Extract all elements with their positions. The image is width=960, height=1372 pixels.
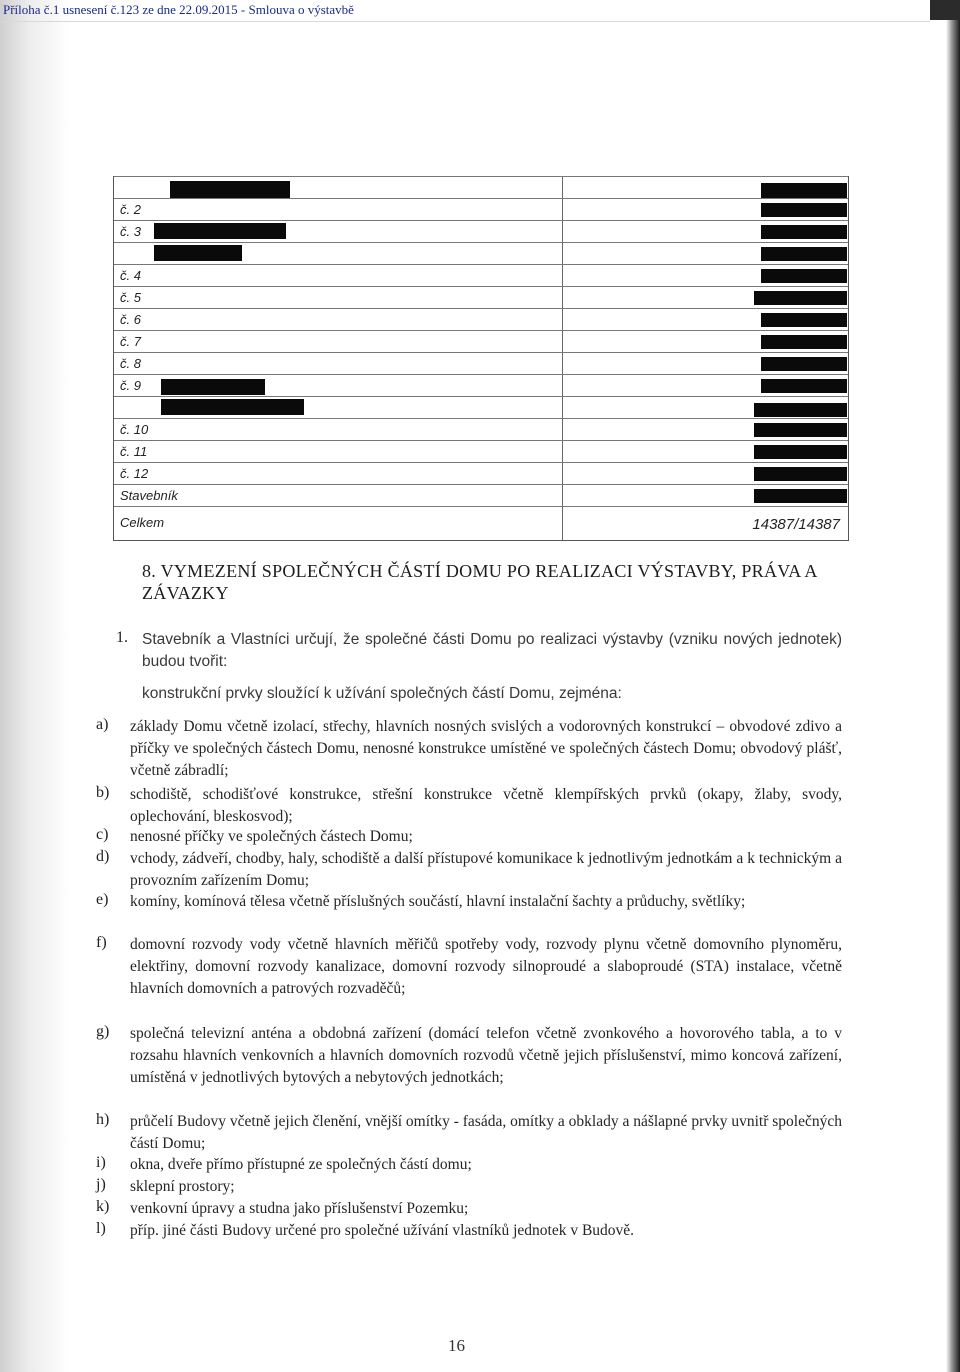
table-row bbox=[114, 440, 848, 463]
table-row bbox=[114, 308, 848, 331]
row-label: č. 2 bbox=[120, 202, 141, 217]
list-item: komíny, komínová tělesa včetně příslušných součástí, hlavní instalační šachty a průduchy, světlíky; bbox=[130, 893, 746, 910]
redaction-bar bbox=[761, 247, 847, 261]
item-marker: k) bbox=[96, 1198, 110, 1215]
table-row bbox=[114, 198, 848, 221]
redaction-bar bbox=[761, 313, 847, 327]
table-row bbox=[114, 484, 848, 507]
row-label: č. 4 bbox=[120, 268, 141, 283]
table-row bbox=[114, 176, 848, 199]
item-marker: i) bbox=[96, 1154, 106, 1171]
scan-shadow-left bbox=[0, 0, 70, 1372]
row-label: č. 6 bbox=[120, 312, 141, 327]
item-marker: b) bbox=[96, 784, 110, 801]
item-marker: c) bbox=[96, 826, 109, 843]
table-row bbox=[114, 330, 848, 353]
table-row bbox=[114, 286, 848, 309]
list-item: průčelí Budovy včetně jejich členění, vnější omítky - fasáda, omítky a obklady a nášlapné prvky uvnitř společných částí Domu; bbox=[130, 1113, 842, 1152]
item-marker: h) bbox=[96, 1111, 110, 1128]
row-label: č. 7 bbox=[120, 334, 141, 349]
row-label: Celkem bbox=[120, 515, 165, 530]
redaction-bar bbox=[754, 403, 847, 417]
redaction-bar bbox=[761, 379, 847, 393]
list-item: společná televizní anténa a obdobná zařízení (domácí telefon včetně zvonkového a hovorového tabla, a to v rozsahu hlavních venkovních a hlavních domovních rozvodů včetně jejich příslušenství, mimo koncová zařízení, umístěná v jednotlivých bytových a nebytových jednotkách; bbox=[130, 1025, 842, 1086]
item-marker: f) bbox=[96, 934, 107, 951]
row-label: č. 5 bbox=[120, 290, 141, 305]
row-label: č. 8 bbox=[120, 356, 141, 371]
redaction-bar bbox=[761, 269, 847, 283]
redaction-bar bbox=[161, 399, 304, 415]
row-label: Stavebník bbox=[120, 488, 178, 503]
item-marker: j) bbox=[96, 1176, 106, 1193]
redaction-bar bbox=[170, 181, 290, 199]
table-row bbox=[114, 374, 848, 397]
redaction-bar bbox=[754, 489, 847, 503]
redaction-bar bbox=[161, 379, 265, 395]
table-row bbox=[114, 418, 848, 441]
ownership-table bbox=[113, 176, 849, 541]
redaction-bar bbox=[154, 223, 286, 239]
redaction-bar bbox=[761, 203, 847, 217]
list-item: venkovní úpravy a studna jako příslušenství Pozemku; bbox=[130, 1200, 469, 1217]
scan-shadow-right bbox=[946, 20, 960, 1372]
clause-number: 1. bbox=[116, 629, 128, 646]
list-item: základy Domu včetně izolací, střechy, hlavních nosných svislých a vodorovných konstrukcí – obvodové zdivo a příčky ve společných částech Domu, nenosné konstrukce umístěné ve společných částech Domu; obvodový plášť, včetně zábradlí; bbox=[130, 718, 842, 779]
attachment-header: Příloha č.1 usnesení č.123 ze dne 22.09.2015 - Smlouva o výstavbě bbox=[3, 2, 354, 17]
page-number: 16 bbox=[448, 1336, 465, 1355]
row-label: č. 3 bbox=[120, 224, 141, 239]
table-row bbox=[114, 242, 848, 265]
item-marker: e) bbox=[96, 891, 109, 908]
table-row bbox=[114, 396, 848, 419]
table-row bbox=[114, 220, 848, 243]
list-item: domovní rozvody vody včetně hlavních měřičů spotřeby vody, rozvody plynu včetně domovního plynoměru, elektřiny, domovní rozvody kanalizace, domovní rozvody silnoproudé a slaboproudé (STA) instalace, včetně hlavních domovních a patrových rozvaděčů; bbox=[130, 936, 842, 997]
clause-intro: konstrukční prvky sloužící k užívání společných částí Domu, zejména: bbox=[142, 685, 622, 702]
list-item: vchody, zádveří, chodby, haly, schodiště a další přístupové komunikace k jednotlivým jednotkám a k technickým a provozním zařízením Domu; bbox=[130, 850, 842, 889]
table-row bbox=[114, 352, 848, 375]
redaction-bar bbox=[754, 291, 847, 305]
redaction-bar bbox=[754, 445, 847, 459]
list-item: příp. jiné části Budovy určené pro společné užívání vlastníků jednotek v Budově. bbox=[130, 1222, 635, 1239]
list-item: nenosné příčky ve společných částech Domu; bbox=[130, 828, 413, 845]
section-heading: 8. VYMEZENÍ SPOLEČNÝCH ČÁSTÍ DOMU PO REALIZACI VÝSTAVBY, PRÁVA A ZÁVAZKY bbox=[142, 561, 817, 603]
scan-corner bbox=[930, 0, 960, 20]
table-total-value: 14387/14387 bbox=[752, 516, 840, 533]
list-item: sklepní prostory; bbox=[130, 1178, 235, 1195]
redaction-bar bbox=[754, 423, 847, 437]
row-label: č. 11 bbox=[120, 444, 148, 459]
redaction-bar bbox=[754, 467, 847, 481]
redaction-bar bbox=[761, 225, 847, 239]
row-label: č. 12 bbox=[120, 466, 149, 481]
item-marker: l) bbox=[96, 1220, 106, 1237]
redaction-bar bbox=[761, 357, 847, 371]
row-label: č. 9 bbox=[120, 378, 141, 393]
table-row bbox=[114, 506, 848, 541]
list-item: schodiště, schodišťové konstrukce, střešní konstrukce včetně klempířských prvků (okapy, žlaby, svody, oplechování, bleskosvod); bbox=[130, 786, 842, 825]
redaction-bar bbox=[761, 183, 847, 199]
table-row bbox=[114, 462, 848, 485]
clause-text: Stavebník a Vlastníci určují, že společné části Domu po realizaci výstavby (vzniku nových jednotek) budou tvořit: bbox=[142, 631, 842, 670]
item-marker: g) bbox=[96, 1023, 110, 1040]
item-marker: d) bbox=[96, 848, 110, 865]
table-row bbox=[114, 264, 848, 287]
redaction-bar bbox=[761, 335, 847, 349]
row-label: č. 10 bbox=[120, 422, 149, 437]
list-item: okna, dveře přímo přístupné ze společných částí domu; bbox=[130, 1156, 472, 1173]
header-rule bbox=[0, 21, 930, 22]
redaction-bar bbox=[154, 245, 242, 261]
item-marker: a) bbox=[96, 716, 109, 733]
